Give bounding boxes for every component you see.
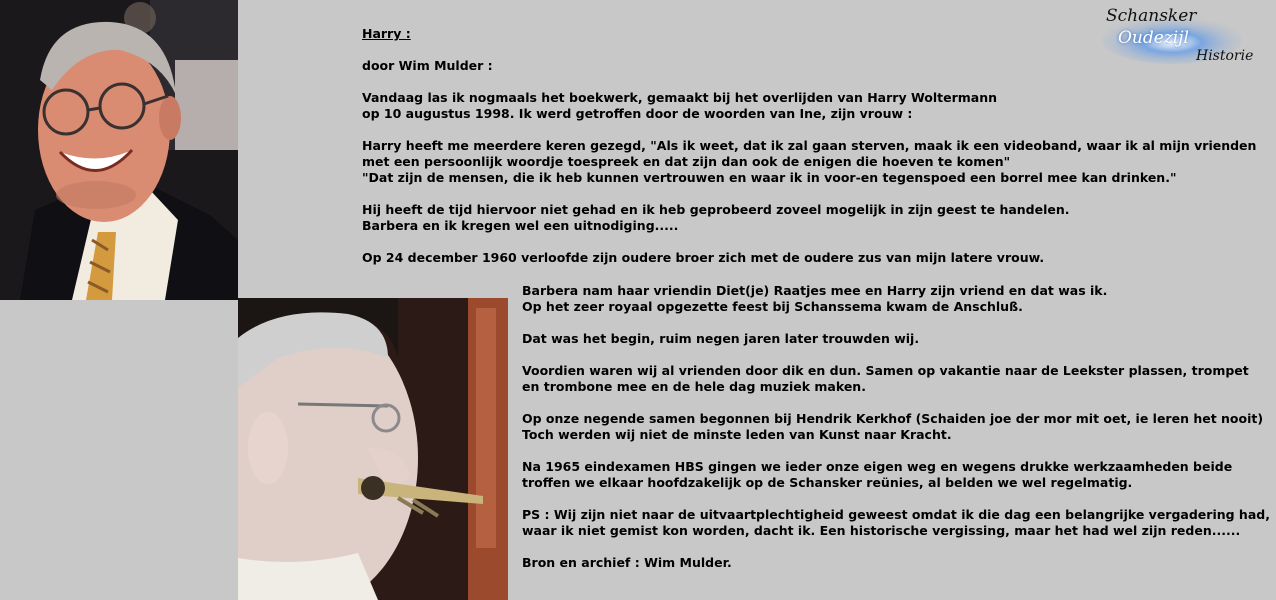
logo-word-oudezijl: Oudezijl	[1118, 28, 1189, 48]
text-line: waar ik niet gemist kon worden, dacht ik. Een historische vergissing, maar het had wel zijn reden......	[522, 523, 1241, 538]
text-line: Barbera en ik kregen wel een uitnodiging.....	[362, 218, 679, 233]
text-line: "Dat zijn de mensen, die ik heb kunnen vertrouwen en waar ik in voor-en tegenspoed een borrel mee kan drinken."	[362, 170, 1177, 185]
paragraph-friends	[522, 363, 1270, 395]
paragraph-kerkhof	[522, 411, 1270, 443]
text-line: Vandaag las ik nogmaals het boekwerk, gemaakt bij het overlijden van Harry Woltermann	[362, 90, 998, 105]
paragraph-effort	[362, 202, 1256, 234]
paragraph-hbs	[522, 459, 1270, 491]
text-line: en trombone mee en de hele dag muziek maken.	[522, 379, 866, 394]
paragraph-engagement: Op 24 december 1960 verloofde zijn oudere broer zich met de oudere zus van mijn latere vrouw.	[362, 250, 1045, 265]
text-line: met een persoonlijk woordje toespreek en dat zijn dan ook de enigen die hoeven te komen"	[362, 154, 1011, 169]
logo-word-schansker: Schansker	[1106, 6, 1197, 26]
article-byline: door Wim Mulder :	[362, 58, 493, 73]
paragraph-intro	[362, 90, 1256, 122]
text-line: Toch werden wij niet de minste leden van Kunst naar Kracht.	[522, 427, 952, 442]
photo-harry-smiling	[0, 0, 238, 300]
text-line: Hij heeft de tijd hiervoor niet gehad en ik heb geprobeerd zoveel mogelijk in zijn geest te handelen.	[362, 202, 1070, 217]
text-line: Op het zeer royaal opgezette feest bij Schanssema kwam de Anschluß.	[522, 299, 1023, 314]
logo-word-historie: Historie	[1196, 48, 1254, 64]
text-line: Na 1965 eindexamen HBS gingen we ieder onze eigen weg en wegens drukke werkzaamheden beide	[522, 459, 1233, 474]
paragraph-party	[522, 283, 1270, 315]
paragraph-ps	[522, 507, 1270, 539]
text-line: Voordien waren wij al vrienden door dik en dun. Samen op vakantie naar de Leekster plassen, trompet	[522, 363, 1249, 378]
article-title: Harry :	[362, 26, 411, 41]
article-text-top	[362, 26, 1256, 266]
text-line: Op onze negende samen begonnen bij Hendrik Kerkhof (Schaiden joe der mor mit oet, ie leren het nooit)	[522, 411, 1264, 426]
text-line: Harry heeft me meerdere keren gezegd, "Als ik weet, dat ik zal gaan sterven, maak ik een videoband, waar ik al mijn vrienden	[362, 138, 1257, 153]
photo-harry-trumpet	[238, 298, 508, 600]
text-line: PS : Wij zijn niet naar de uitvaartplechtigheid geweest omdat ik die dag een belangrijke vergadering had,	[522, 507, 1270, 522]
paragraph-source: Bron en archief : Wim Mulder.	[522, 555, 732, 570]
text-line: op 10 augustus 1998. Ik werd getroffen door de woorden van Ine, zijn vrouw :	[362, 106, 913, 121]
paragraph-quote	[362, 138, 1256, 186]
paragraph-beginning: Dat was het begin, ruim negen jaren later trouwden wij.	[522, 331, 920, 346]
article-text-bottom	[522, 283, 1270, 571]
text-line: troffen we elkaar hoofdzakelijk op de Schansker reünies, al belden we wel regelmatig.	[522, 475, 1133, 490]
text-line: Barbera nam haar vriendin Diet(je) Raatjes mee en Harry zijn vriend en dat was ik.	[522, 283, 1108, 298]
